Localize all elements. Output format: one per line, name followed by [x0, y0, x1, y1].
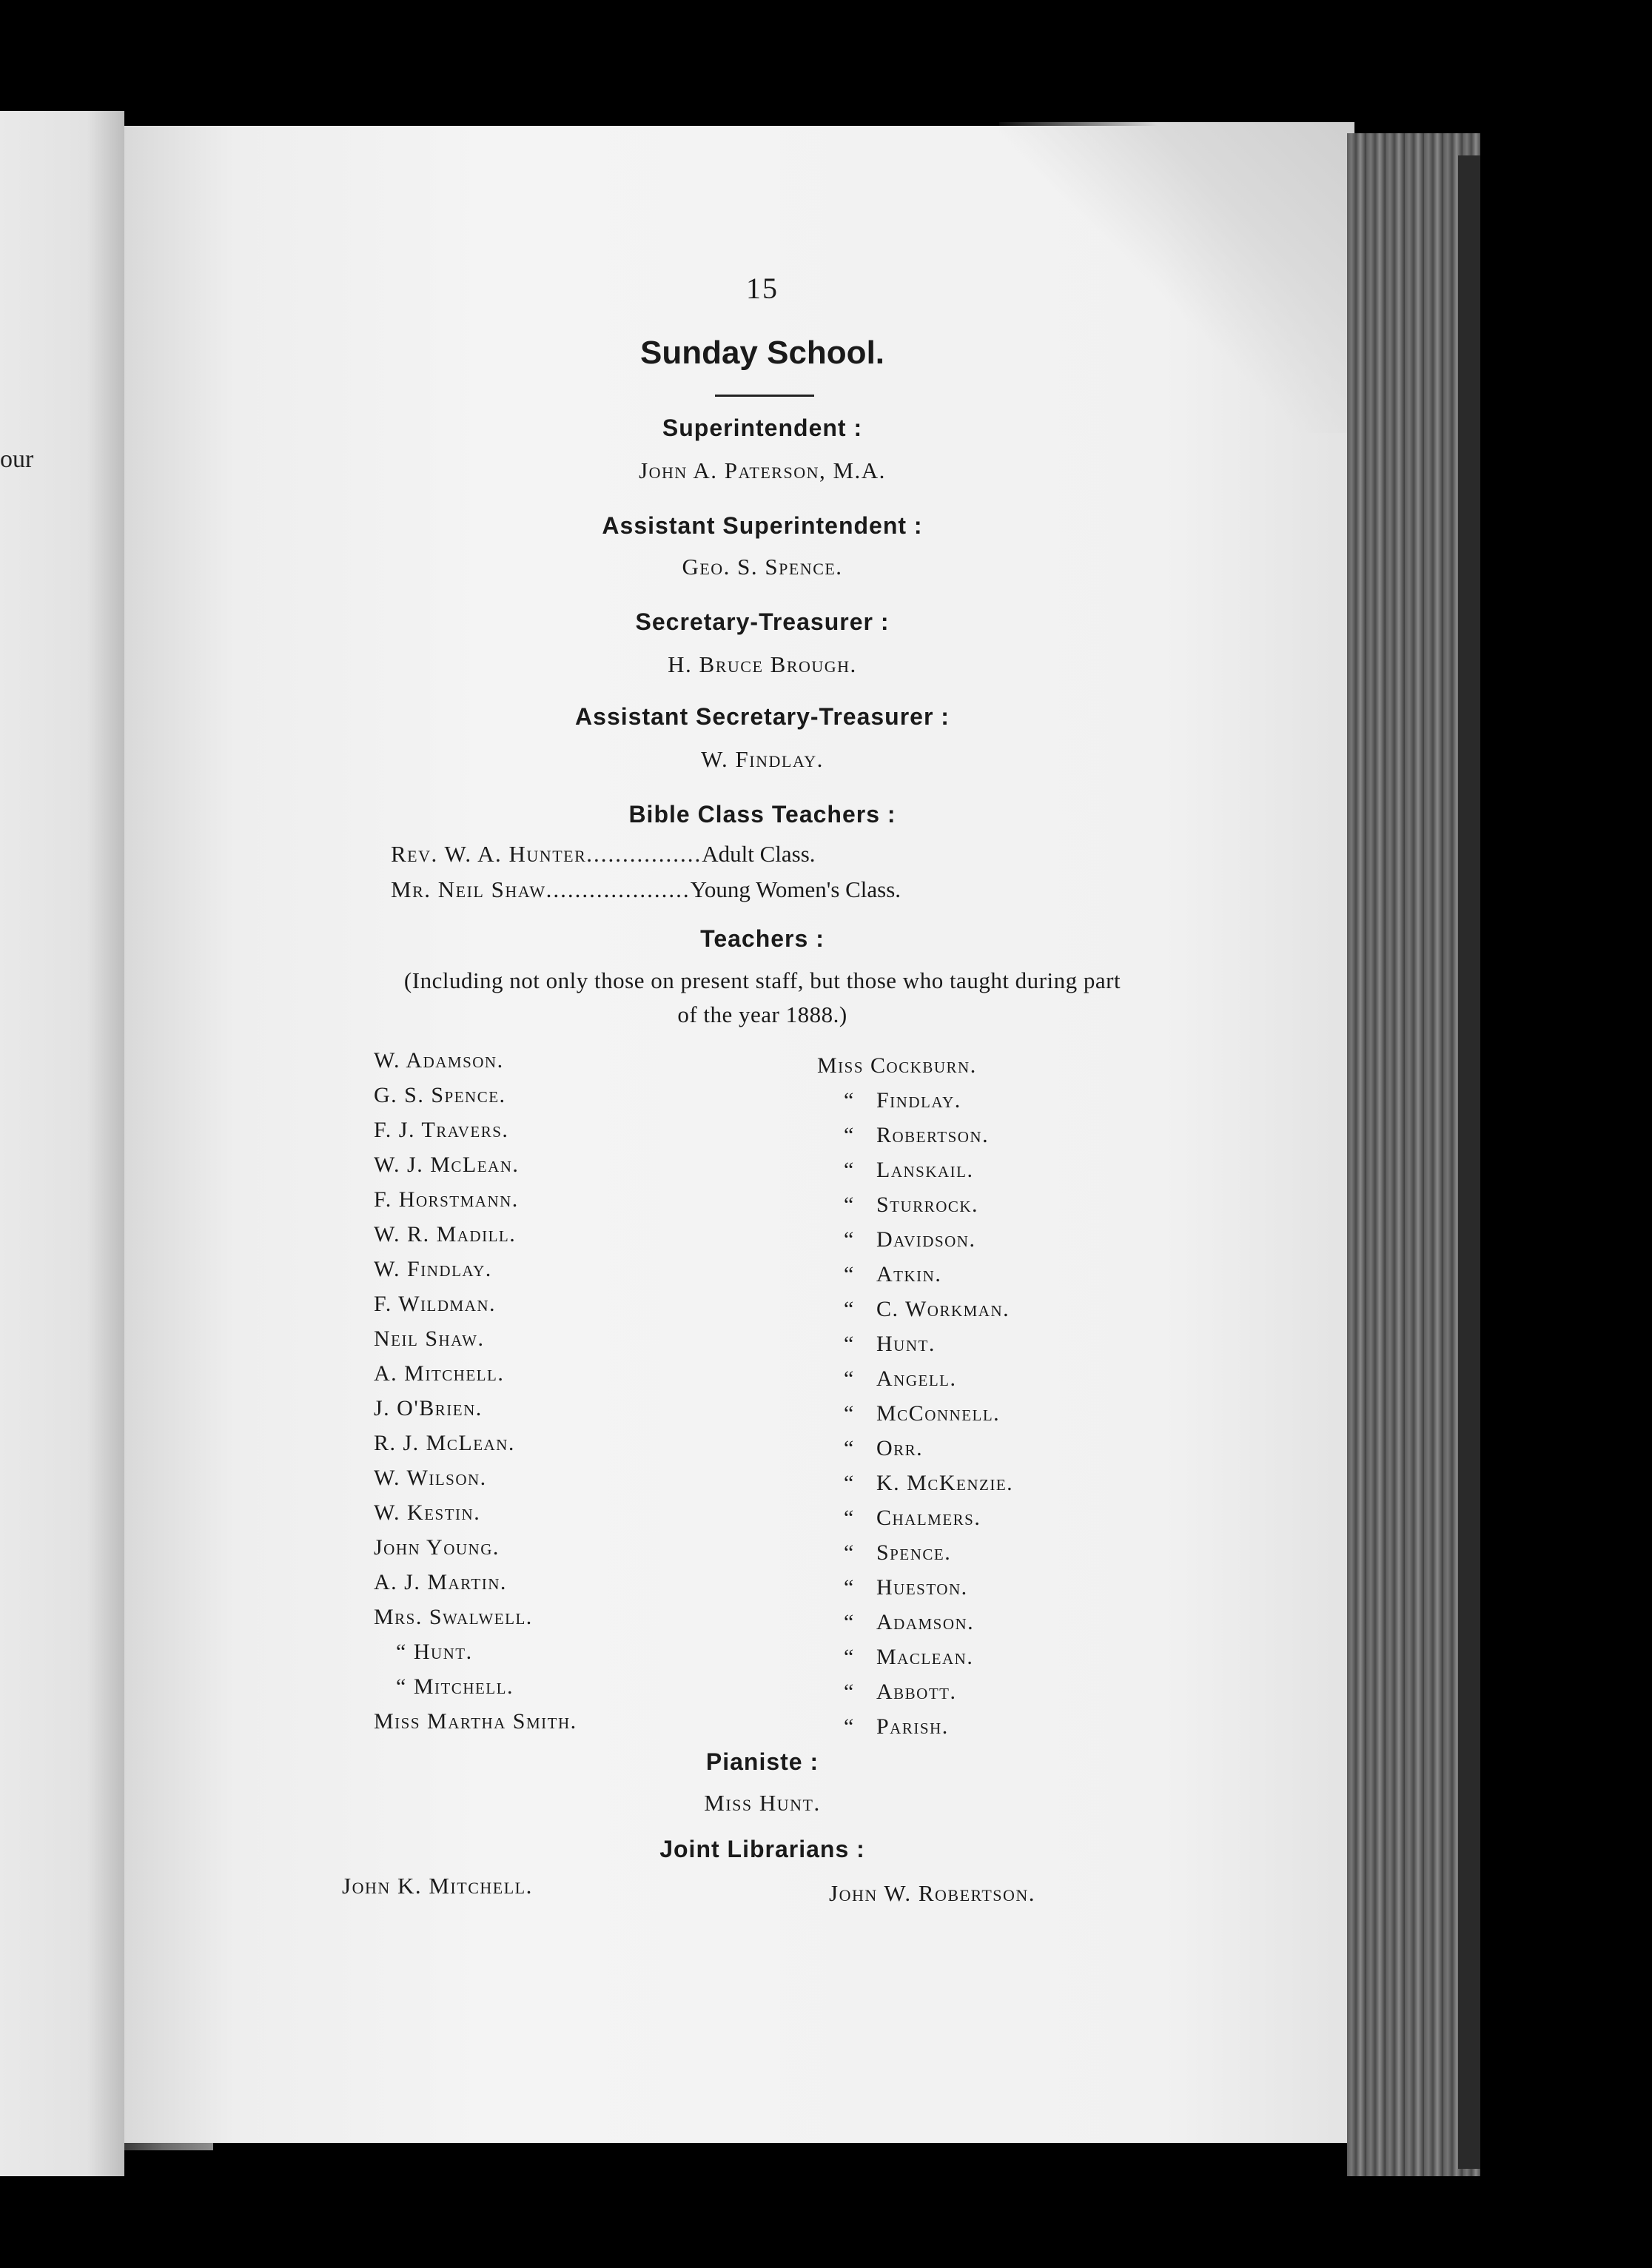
- teacher-name: Orr.: [876, 1436, 924, 1460]
- teacher-row: [817, 1674, 1013, 1709]
- assistant-secretary-treasurer-name: W. Findlay.: [701, 746, 824, 772]
- teacher-row: [817, 1605, 1013, 1640]
- assistant-superintendent-heading: Assistant Superintendent :: [602, 512, 923, 539]
- teacher-name: W. Kestin.: [374, 1500, 481, 1525]
- superintendent-heading: Superintendent :: [662, 415, 863, 441]
- teacher-row: [817, 1466, 1013, 1500]
- teacher-name: Miss Martha Smith.: [374, 1709, 577, 1734]
- bible-teacher-name: Mr. Neil Shaw: [391, 876, 546, 902]
- teachers-left-column: [374, 1043, 577, 1739]
- teacher-name: Abbott.: [876, 1680, 957, 1704]
- teacher-row: [817, 1083, 1013, 1118]
- teacher-row: [817, 1431, 1013, 1466]
- page-title: Sunday School.: [639, 335, 885, 371]
- ditto-mark: “: [844, 1436, 855, 1460]
- teacher-name: R. J. McLean.: [374, 1431, 515, 1455]
- teacher-name: Maclean.: [876, 1645, 974, 1669]
- teacher-name: K. McKenzie.: [876, 1471, 1014, 1495]
- assistant-secretary-treasurer-heading: Assistant Secretary-Treasurer :: [575, 703, 950, 730]
- teacher-name: C. Workman.: [876, 1297, 1010, 1321]
- ditto-mark: “: [844, 1506, 855, 1530]
- teacher-name: A. J. Martin.: [374, 1570, 507, 1594]
- librarian-right: John W. Robertson.: [829, 1880, 1036, 1906]
- teacher-row: [817, 1361, 1013, 1396]
- ditto-mark: “: [844, 1088, 855, 1113]
- teacher-name: J. O'Brien.: [374, 1396, 483, 1420]
- teacher-row: [817, 1292, 1013, 1326]
- teacher-name: G. S. Spence.: [374, 1083, 506, 1107]
- teacher-row: [817, 1570, 1013, 1605]
- ditto-mark: “: [844, 1645, 855, 1669]
- bible-class-name: Young Women's Class.: [690, 876, 901, 902]
- teacher-row: [817, 1118, 1013, 1153]
- teacher-name: “ Hunt.: [396, 1640, 473, 1664]
- teacher-name: Hueston.: [876, 1575, 968, 1600]
- teachers-note-line-2: of the year 1888.): [677, 1002, 847, 1027]
- teacher-row: [817, 1326, 1013, 1361]
- teacher-name: W. Wilson.: [374, 1466, 487, 1490]
- ditto-mark: “: [844, 1610, 855, 1634]
- teacher-name: Parish.: [876, 1714, 949, 1739]
- ditto-mark: “: [844, 1401, 855, 1426]
- teacher-name: Davidson.: [876, 1227, 976, 1252]
- teacher-row: [817, 1396, 1013, 1431]
- teacher-name: Findlay.: [876, 1088, 961, 1113]
- bible-class-name: Adult Class.: [702, 841, 816, 867]
- superintendent-name: John A. Paterson, M.A.: [639, 457, 886, 483]
- teacher-name: John Young.: [374, 1535, 500, 1560]
- teacher-name: Sturrock.: [876, 1192, 979, 1217]
- teacher-name: Miss Cockburn.: [817, 1053, 977, 1078]
- ditto-mark: “: [844, 1297, 855, 1321]
- ditto-mark: “: [844, 1158, 855, 1182]
- teachers-heading: Teachers :: [700, 925, 825, 952]
- teacher-name: Adamson.: [876, 1610, 975, 1634]
- ditto-mark: “: [844, 1714, 855, 1739]
- bible-class-row: [391, 876, 901, 903]
- teacher-name: W. Findlay.: [374, 1257, 492, 1281]
- teacher-name: W. J. McLean.: [374, 1153, 520, 1177]
- ditto-mark: “: [844, 1366, 855, 1391]
- teachers-right-column: [817, 1048, 1013, 1744]
- teacher-name: Mrs. Swalwell.: [374, 1605, 533, 1629]
- teacher-row: [817, 1535, 1013, 1570]
- dot-leader: ................: [586, 841, 702, 867]
- bible-teacher-name: Rev. W. A. Hunter: [391, 841, 587, 867]
- facing-page-word: our: [0, 446, 34, 473]
- ditto-mark: “: [844, 1123, 855, 1147]
- pianiste-name: Miss Hunt.: [704, 1790, 821, 1816]
- teacher-name: F. Wildman.: [374, 1292, 497, 1316]
- teacher-name: Angell.: [876, 1366, 957, 1391]
- ditto-mark: “: [844, 1540, 855, 1565]
- teacher-name: Hunt.: [876, 1332, 936, 1356]
- teacher-name: Robertson.: [876, 1123, 990, 1147]
- page-number: 15: [746, 272, 779, 305]
- ditto-mark: “: [844, 1192, 855, 1217]
- teacher-row: [817, 1222, 1013, 1257]
- teacher-name: Spence.: [876, 1540, 952, 1565]
- teacher-row: [817, 1153, 1013, 1187]
- title-rule: [715, 395, 814, 397]
- librarians-heading: Joint Librarians :: [659, 1836, 865, 1862]
- teacher-row: [817, 1640, 1013, 1674]
- ditto-mark: “: [844, 1227, 855, 1252]
- teacher-row: [817, 1187, 1013, 1222]
- ditto-mark: “: [844, 1471, 855, 1495]
- ditto-mark: “: [844, 1575, 855, 1600]
- teacher-row: [817, 1500, 1013, 1535]
- teacher-name: F. Horstmann.: [374, 1187, 519, 1212]
- teacher-name: Lanskail.: [876, 1158, 974, 1182]
- teacher-row: [817, 1257, 1013, 1292]
- teacher-name: F. J. Travers.: [374, 1118, 509, 1142]
- teacher-row: [817, 1709, 1013, 1744]
- teacher-name: W. Adamson.: [374, 1048, 504, 1073]
- bible-class-row: [391, 841, 816, 868]
- ditto-mark: “: [844, 1680, 855, 1704]
- secretary-treasurer-name: H. Bruce Brough.: [668, 651, 857, 677]
- teacher-name: Chalmers.: [876, 1506, 981, 1530]
- ditto-mark: “: [844, 1332, 855, 1356]
- bible-class-heading: Bible Class Teachers :: [628, 801, 896, 828]
- teacher-name: McConnell.: [876, 1401, 1001, 1426]
- teacher-name: “ Mitchell.: [396, 1674, 514, 1699]
- teachers-note-line-1: (Including not only those on present staff, but those who taught during part: [403, 967, 1121, 993]
- teacher-name: A. Mitchell.: [374, 1361, 505, 1386]
- teacher-name: W. R. Madill.: [374, 1222, 517, 1247]
- librarian-left: John K. Mitchell.: [342, 1873, 533, 1899]
- teacher-name: Atkin.: [876, 1262, 942, 1286]
- assistant-superintendent-name: Geo. S. Spence.: [682, 554, 843, 580]
- secretary-treasurer-heading: Secretary-Treasurer :: [635, 608, 890, 635]
- teacher-name: Neil Shaw.: [374, 1326, 485, 1351]
- dot-leader: ....................: [545, 876, 691, 902]
- ditto-mark: “: [844, 1262, 855, 1286]
- pianiste-heading: Pianiste :: [705, 1748, 819, 1775]
